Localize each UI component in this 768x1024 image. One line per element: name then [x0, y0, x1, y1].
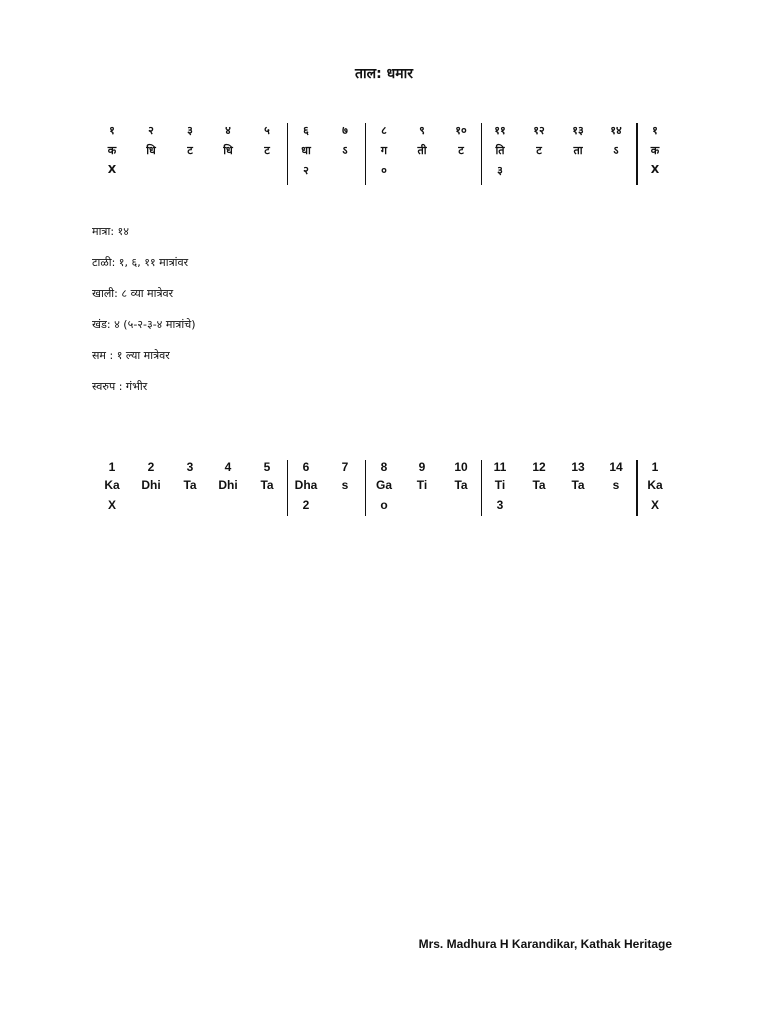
bol: Ta [532, 478, 546, 492]
tali-sign: X [650, 498, 659, 512]
beat-number: ८ [381, 124, 387, 137]
khand-info: खंड: ४ (५-२-३-४ मात्रांचे) [92, 318, 196, 331]
bol: ट [458, 144, 464, 157]
bol: Ti [416, 478, 428, 492]
beat-number: 7 [341, 460, 349, 474]
beat-number: १० [455, 124, 467, 137]
tali-info: टाळी: १, ६, ११ मात्रांवर [92, 256, 189, 269]
beat-number: 3 [186, 460, 194, 474]
taal-table-english [93, 460, 675, 516]
beat-number: 6 [302, 460, 310, 474]
bol: ऽ [342, 144, 348, 157]
bol: s [612, 478, 620, 492]
tali-sign: 3 [496, 498, 504, 512]
page-title: ताल: धमार [355, 66, 413, 82]
beat-number: 11 [493, 460, 507, 474]
bol: ती [417, 144, 427, 157]
bol: Ta [454, 478, 468, 492]
tali-sign: 2 [302, 498, 310, 512]
bol: Ta [183, 478, 197, 492]
matra-info: मात्रा: १४ [92, 225, 129, 238]
bol: Ka [104, 478, 120, 492]
author-footer: Mrs. Madhura H Karandikar, Kathak Heritage [418, 937, 672, 951]
bol: ता [573, 144, 583, 157]
beat-number: 4 [224, 460, 232, 474]
bol: धा [301, 144, 311, 157]
beat-number: 12 [532, 460, 546, 474]
bol: क [650, 144, 660, 157]
bol: Ka [647, 478, 663, 492]
taal-table-devanagari [93, 123, 675, 185]
tali-sign: X [107, 498, 116, 512]
tali-sign: ० [381, 164, 387, 177]
bol: ति [495, 144, 505, 157]
beat-number: ११ [494, 124, 506, 137]
tali-sign: X [107, 163, 117, 176]
beat-number: 8 [380, 460, 388, 474]
tali-sign: o [380, 498, 388, 512]
beat-number: 10 [454, 460, 468, 474]
beat-number: 1 [108, 460, 116, 474]
bol: धि [146, 144, 156, 157]
beat-number: 2 [147, 460, 155, 474]
bol: Dha [294, 478, 318, 492]
beat-number: १४ [610, 124, 622, 137]
beat-number: १३ [572, 124, 584, 137]
bol: Dhi [141, 478, 161, 492]
bol: s [341, 478, 349, 492]
beat-number: १२ [533, 124, 545, 137]
beat-number: ५ [264, 124, 270, 137]
bol: Ga [375, 478, 392, 492]
bol: Ti [494, 478, 506, 492]
bol: ट [264, 144, 270, 157]
bol: Ta [571, 478, 585, 492]
beat-number: ९ [419, 124, 425, 137]
beat-number: ४ [225, 124, 231, 137]
tali-sign: ३ [497, 164, 503, 177]
bol: Ta [260, 478, 274, 492]
beat-number: 14 [609, 460, 623, 474]
sam-info: सम : १ ल्या मात्रेवर [92, 349, 170, 362]
beat-number: ७ [342, 124, 348, 137]
beat-number: ६ [303, 124, 309, 137]
beat-number: १ [652, 124, 658, 137]
beat-number: 9 [418, 460, 426, 474]
khali-info: खाली: ८ व्या मात्रेवर [92, 287, 174, 300]
bol: ऽ [613, 144, 619, 157]
bol: ट [536, 144, 542, 157]
bol: धि [223, 144, 233, 157]
beat-number: 5 [263, 460, 271, 474]
tali-sign: X [650, 163, 660, 176]
bol: Dhi [218, 478, 238, 492]
bol: क [107, 144, 117, 157]
beat-number: २ [148, 124, 154, 137]
bol: ग [380, 144, 388, 157]
beat-number: १ [109, 124, 115, 137]
tali-sign: २ [303, 164, 309, 177]
beat-number: 13 [571, 460, 585, 474]
bol: ट [187, 144, 193, 157]
beat-number: ३ [187, 124, 193, 137]
beat-number: 1 [651, 460, 659, 474]
swaroop-info: स्वरुप : गंभीर [92, 380, 148, 393]
